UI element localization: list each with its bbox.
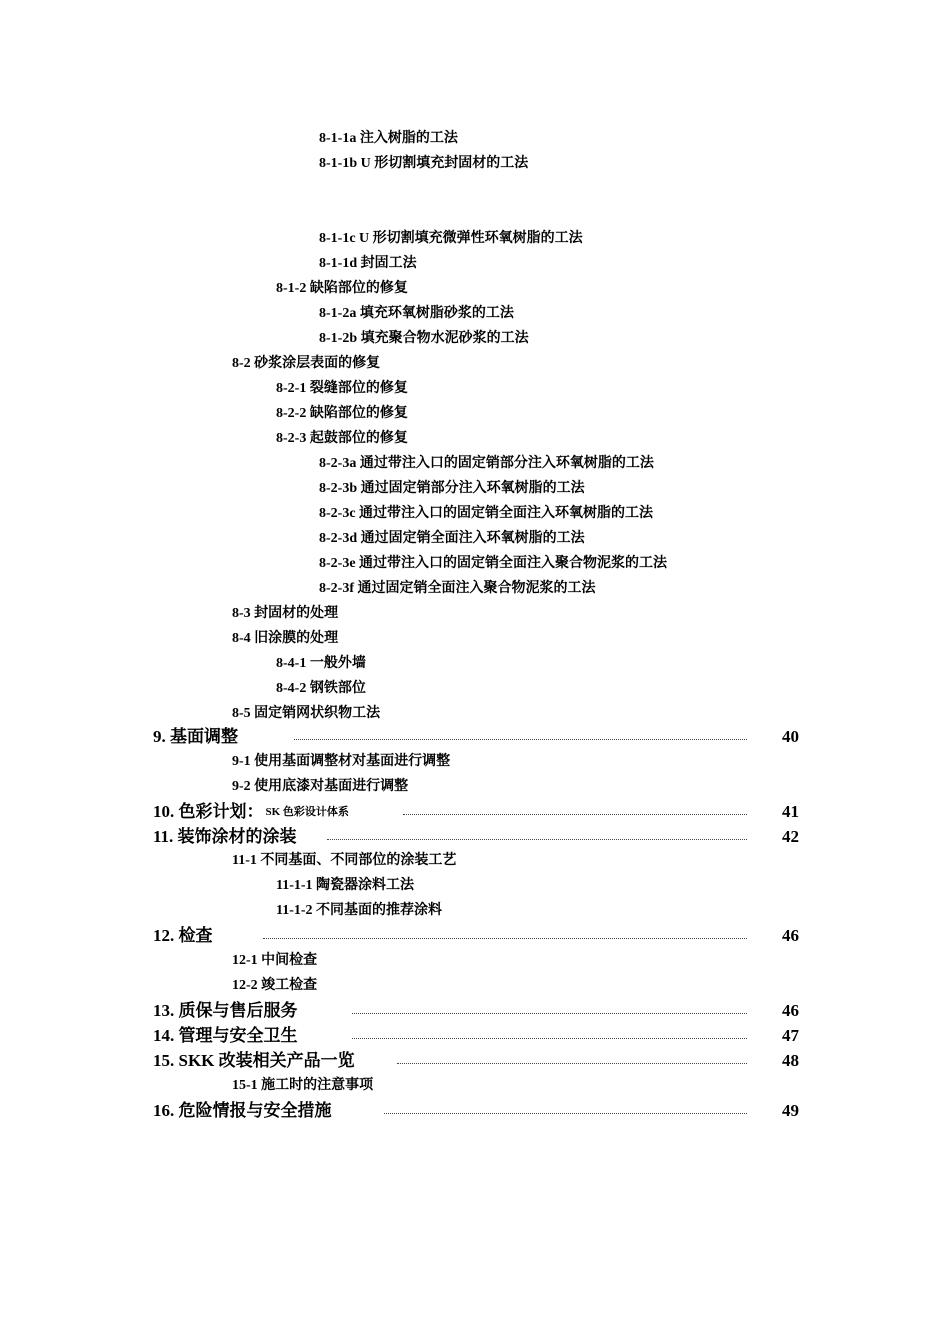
page-number: 49	[782, 1101, 799, 1120]
toc-entry-11-1: 11-1 不同基面、不同部位的涂装工艺	[232, 853, 457, 868]
toc-chapter-16	[153, 1100, 799, 1122]
chapter-title: 10. 色彩计划：	[153, 802, 264, 821]
chapter-title: 11. 装饰涂材的涂装	[153, 827, 297, 846]
toc-entry-8-2-2: 8-2-2 缺陷部位的修复	[276, 406, 408, 421]
toc-entry-8-1-1a: 8-1-1a 注入树脂的工法	[319, 131, 458, 146]
toc-entry-8-1-1b: 8-1-1b U 形切割填充封固材的工法	[319, 156, 529, 171]
toc-chapter-12	[153, 925, 799, 947]
chapter-title: 12. 检查	[153, 926, 213, 945]
dot-leader	[397, 1063, 747, 1064]
toc-entry-9-1: 9-1 使用基面调整材对基面进行调整	[232, 754, 451, 769]
page-number: 46	[782, 1001, 799, 1020]
toc-entry-8-5: 8-5 固定销网状织物工法	[232, 706, 381, 721]
toc-chapter-9	[153, 726, 799, 748]
toc-entry-8-2-1: 8-2-1 裂缝部位的修复	[276, 381, 408, 396]
toc-entry-8-1-1d: 8-1-1d 封固工法	[319, 256, 417, 271]
toc-entry-8-1-1c: 8-1-1c U 形切割填充微弹性环氧树脂的工法	[319, 231, 583, 246]
dot-leader	[327, 839, 747, 840]
toc-entry-8-2-3c: 8-2-3c 通过带注入口的固定销全面注入环氧树脂的工法	[319, 506, 654, 521]
toc-chapter-11	[153, 826, 799, 848]
dot-leader	[294, 739, 747, 740]
toc-entry-12-2: 12-2 竣工检查	[232, 978, 318, 993]
toc-entry-8-1-2b: 8-1-2b 填充聚合物水泥砂浆的工法	[319, 331, 529, 346]
chapter-title: 14. 管理与安全卫生	[153, 1026, 298, 1045]
toc-entry-8-2-3e: 8-2-3e 通过带注入口的固定销全面注入聚合物泥浆的工法	[319, 556, 668, 571]
toc-entry-8-2-3d: 8-2-3d 通过固定销全面注入环氧树脂的工法	[319, 531, 585, 546]
toc-entry-8-1-2a: 8-1-2a 填充环氧树脂砂浆的工法	[319, 306, 514, 321]
chapter-title: 15. SKK 改装相关产品一览	[153, 1051, 355, 1070]
toc-entry-8-4-2: 8-4-2 钢铁部位	[276, 681, 366, 696]
toc-entry-8-1-2: 8-1-2 缺陷部位的修复	[276, 281, 408, 296]
toc-entry-11-1-2: 11-1-2 不同基面的推荐涂料	[276, 903, 443, 918]
page-number: 40	[782, 727, 799, 746]
toc-chapter-15	[153, 1050, 799, 1072]
page-number: 47	[782, 1026, 799, 1045]
page-number: 46	[782, 926, 799, 945]
chapter-title: 9. 基面调整	[153, 727, 238, 746]
chapter-subtitle: SK 色彩设计体系	[265, 806, 349, 818]
toc-entry-8-2-3f: 8-2-3f 通过固定销全面注入聚合物泥浆的工法	[319, 581, 596, 596]
toc-entry-11-1-1: 11-1-1 陶瓷器涂料工法	[276, 878, 415, 893]
toc-entry-8-2: 8-2 砂浆涂层表面的修复	[232, 356, 381, 371]
page-number: 41	[782, 802, 799, 821]
toc-chapter-13	[153, 1000, 799, 1022]
toc-entry-15-1: 15-1 施工时的注意事项	[232, 1078, 374, 1093]
toc-entry-8-3: 8-3 封固材的处理	[232, 606, 339, 621]
toc-entry-12-1: 12-1 中间检查	[232, 953, 318, 968]
chapter-title: 13. 质保与售后服务	[153, 1001, 298, 1020]
page-number: 42	[782, 827, 799, 846]
dot-leader	[263, 938, 748, 939]
toc-entry-8-4-1: 8-4-1 一般外墙	[276, 656, 366, 671]
dot-leader	[384, 1113, 748, 1114]
toc-chapter-10	[153, 801, 799, 823]
chapter-title: 16. 危险情报与安全措施	[153, 1101, 332, 1120]
toc-entry-8-2-3: 8-2-3 起鼓部位的修复	[276, 431, 408, 446]
toc-entry-9-2: 9-2 使用底漆对基面进行调整	[232, 779, 409, 794]
dot-leader	[352, 1013, 748, 1014]
toc-entry-8-2-3a: 8-2-3a 通过带注入口的固定销部分注入环氧树脂的工法	[319, 456, 654, 471]
toc-entry-8-2-3b: 8-2-3b 通过固定销部分注入环氧树脂的工法	[319, 481, 585, 496]
dot-leader	[352, 1038, 748, 1039]
dot-leader	[403, 814, 747, 815]
toc-entry-8-4: 8-4 旧涂膜的处理	[232, 631, 339, 646]
toc-chapter-14	[153, 1025, 799, 1047]
page-number: 48	[782, 1051, 799, 1070]
